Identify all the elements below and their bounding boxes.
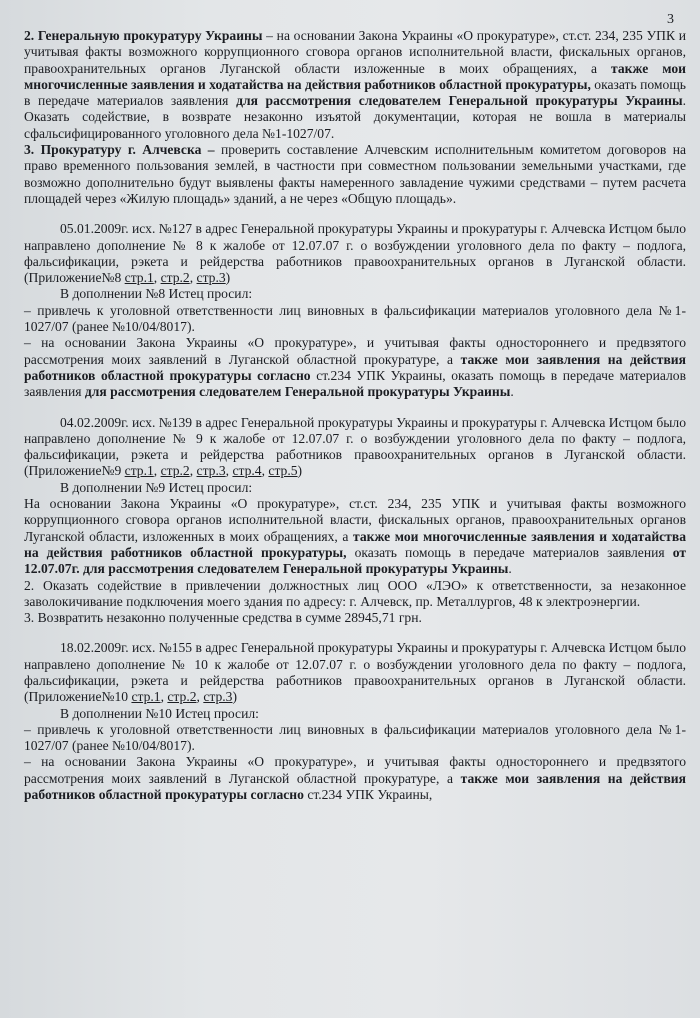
text-run: В дополнении №10 Истец просил: bbox=[60, 705, 259, 721]
text-run: 3. Возвратить незаконно полученные средства в сумме 28945,71 грн. bbox=[24, 610, 422, 626]
text-run: , bbox=[189, 463, 197, 479]
text-run: 18.02.2009г. исх. №155 в адрес Генеральной прокуратуры Украины и прокуратуры г. Алчевска Истцом было направлено дополнение № 10 к жалобе от 12.07.07 г. о возбуждении уголовного дела по факту – подлога, фальсификации, рэкета и рейдерства работников правоохранительных органов в Луганской области. (Приложение№10 bbox=[24, 640, 686, 705]
text-run: . bbox=[510, 384, 514, 400]
page-reference-link[interactable]: стр.2 bbox=[167, 689, 197, 705]
paragraph-p4 bbox=[24, 286, 686, 302]
text-run: – на основании Закона Украины «О прокуратуре», ст.ст. 234, 235 УПК и учитывая факты возможного коррупционного сговора органов исполнительной власти, фискальных органов, правоохранительных органов Луганской области изложенные в моих обращениях, а bbox=[24, 28, 686, 76]
page-reference-link[interactable]: стр.4 bbox=[232, 463, 262, 479]
text-run: 04.02.2009г. исх. №139 в адрес Генеральной прокуратуры Украины и прокуратуры г. Алчевска Истцом было направлено дополнение № 9 к жалобе от 12.07.07 г. о возбуждении уголовного дела по факту – подлога, фальсификации, рэкета и рейдерства работников правоохранительных органов в Луганской области. (Приложение№9 bbox=[24, 414, 686, 479]
text-run: оказать помощь в передаче материалов заявления bbox=[24, 76, 686, 109]
text-run: ) bbox=[297, 463, 303, 479]
text-run: В дополнении №9 Истец просил: bbox=[60, 479, 253, 495]
paragraph-spacer bbox=[24, 401, 686, 415]
page-reference-link[interactable]: стр.2 bbox=[160, 463, 190, 479]
bold-text: для рассмотрения следователем Генеральной прокуратуры Украины bbox=[84, 384, 511, 400]
bold-text: также мои многочисленные заявления и ходатайства на действия работников областной прокуратуры, bbox=[24, 60, 686, 92]
text-run: – привлечь к уголовной ответственности лиц виновных в фальсификации материалов уголовного дела №1-1027/07 (ранее №10/04/8017). bbox=[24, 721, 686, 754]
text-run: 2. Оказать содействие в привлечении должностных лиц ООО «ЛЭО» к ответственности, за незаконное заволокичивание подключения моего здания по адресу: г. Алчевск, пр. Металлургов, 48 к электроэнергии. bbox=[24, 577, 686, 609]
page-reference-link[interactable]: стр.1 bbox=[124, 270, 154, 286]
text-run: – на основании Закона Украины «О прокуратуре», и учитывая факты одностороннего и предвзятого рассмотрения моих заявлений в Луганской областной прокуратуре, а bbox=[24, 754, 686, 786]
text-run: ) bbox=[225, 270, 231, 286]
page-number: 3 bbox=[667, 12, 674, 27]
text-run: В дополнении №8 Истец просил: bbox=[60, 286, 253, 302]
page-reference-link[interactable]: стр.1 bbox=[124, 463, 154, 479]
text-run: оказать помощь в передаче материалов заявления bbox=[346, 544, 673, 560]
paragraph-p11 bbox=[24, 610, 686, 626]
paragraph-p10 bbox=[24, 578, 686, 611]
text-run: , bbox=[153, 463, 161, 479]
text-run: – на основании Закона Украины «О прокуратуре», и учитывая факты одностороннего и предвзятого рассмотрения моих заявлений в Луганской областной прокуратуре, а bbox=[24, 335, 686, 367]
paragraph-p13 bbox=[24, 706, 686, 722]
bold-text: от 12.07.07г. для рассмотрения следователем Генеральной прокуратуры Украины bbox=[24, 544, 686, 577]
bold-text: для рассмотрения следователем Генеральной прокуратуры Украины bbox=[236, 93, 683, 109]
page-reference-link[interactable]: стр.3 bbox=[203, 689, 233, 705]
text-run: ст.234 УПК Украины, bbox=[303, 787, 433, 803]
bold-text: 2. Генеральную прокуратуру Украины bbox=[24, 28, 263, 43]
page-reference-link[interactable]: стр.2 bbox=[160, 270, 190, 286]
bold-text: также мои заявления на действия работников областной прокуратуры согласно bbox=[24, 351, 686, 383]
text-run: , bbox=[261, 463, 269, 479]
paragraph-p5 bbox=[24, 303, 686, 336]
bold-text: также мои заявления на действия работников областной прокуратуры согласно bbox=[24, 770, 686, 803]
paragraph-p9 bbox=[24, 496, 686, 577]
paragraph-spacer bbox=[24, 626, 686, 640]
paragraph-p15 bbox=[24, 754, 686, 803]
page-reference-link[interactable]: стр.3 bbox=[196, 463, 226, 479]
paragraph-p12 bbox=[24, 640, 686, 705]
page-reference-link[interactable]: стр.5 bbox=[268, 463, 298, 479]
text-run: На основании Закона Украины «О прокуратуре», ст.ст. 234, 235 УПК и учитывая факты возможного коррупционного сговора органов исполнительной власти, фискальных органов, правоохранительных органов Луганской области, изложенных в моих обращениях, а bbox=[24, 496, 686, 544]
text-run: , bbox=[153, 270, 161, 286]
text-run: . bbox=[508, 561, 512, 577]
paragraph-p1 bbox=[24, 28, 686, 142]
paragraph-spacer bbox=[24, 207, 686, 221]
paragraph-p8 bbox=[24, 480, 686, 496]
paragraph-p14 bbox=[24, 722, 686, 755]
text-run: , bbox=[160, 689, 168, 705]
document-body bbox=[24, 28, 686, 803]
text-run: , bbox=[225, 463, 233, 479]
text-run: , bbox=[196, 689, 204, 705]
text-run: . Оказать содействие, в возврате незаконно изъятой документации, которая не вошла в материалы сфальсифицированного уголовного дела №1-1027/07. bbox=[24, 93, 686, 141]
page-reference-link[interactable]: стр.3 bbox=[196, 270, 226, 286]
paragraph-p3 bbox=[24, 221, 686, 286]
bold-text: также мои многочисленные заявления и ходатайства на действия работников областной прокуратуры, bbox=[24, 528, 687, 560]
text-run: проверить составление Алчевским исполнительным комитетом договоров на право временного пользования землей, в частности при совместном пользовании земельными участками, где возможно дополнительно будут выявлены факты намеренного завладение чужими средствами – путем расчета площадей через «Жилую площадь» зданий, а не через «Общую площадь». bbox=[24, 142, 687, 206]
paragraph-p7 bbox=[24, 415, 686, 480]
text-run: – привлечь к уголовной ответственности лиц виновных в фальсификации материалов уголовного дела №1-1027/07 (ранее №10/04/8017). bbox=[24, 302, 686, 335]
text-run: ) bbox=[232, 689, 237, 705]
text-run: ст.234 УПК Украины, оказать помощь в передаче материалов заявления bbox=[24, 367, 686, 400]
bold-text: 3. Прокуратуру г. Алчевска – bbox=[24, 142, 215, 158]
page-reference-link[interactable]: стр.1 bbox=[131, 689, 161, 705]
paragraph-p6 bbox=[24, 335, 686, 400]
paragraph-p2 bbox=[24, 142, 686, 207]
text-run: 05.01.2009г. исх. №127 в адрес Генеральной прокуратуры Украины и прокуратуры г. Алчевска Истцом было направлено дополнение № 8 к жалобе от 12.07.07 г. о возбуждении уголовного дела по факту – подлога, фальсификации, рэкета и рейдерства работников правоохранительных органов в Луганской области. (Приложение№8 bbox=[24, 221, 686, 286]
text-run: , bbox=[189, 270, 197, 286]
